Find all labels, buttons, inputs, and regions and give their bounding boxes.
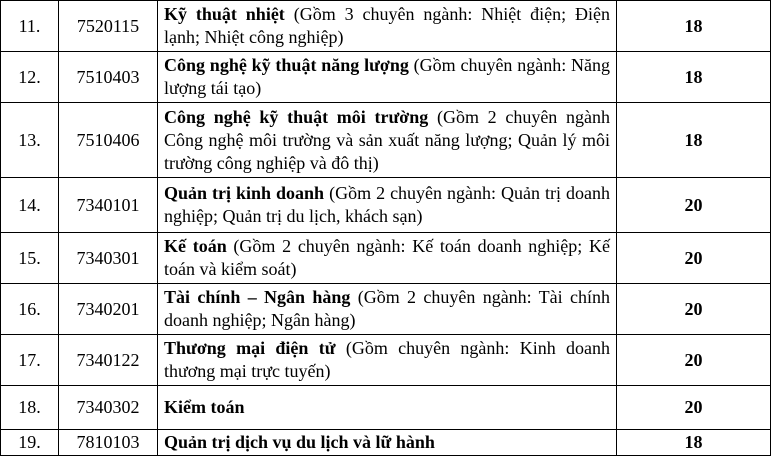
program-description [158, 1, 617, 52]
program-code: 7520115 [59, 1, 158, 52]
program-name: Kiểm toán [164, 397, 245, 417]
program-description [158, 178, 617, 233]
table-row [1, 178, 771, 233]
program-description [158, 284, 617, 335]
score-value: 20 [617, 178, 771, 233]
program-code: 7510403 [59, 52, 158, 103]
score-value: 20 [617, 233, 771, 284]
program-detail: (Gồm chuyên ngành: Năng lượng tái tạo) [164, 55, 611, 98]
program-detail: (Gồm chuyên ngành: Kinh doanh thương mại trực tuyến) [164, 338, 610, 381]
row-number: 17. [1, 335, 59, 386]
score-value: 20 [617, 386, 771, 430]
program-code: 7340122 [59, 335, 158, 386]
program-code: 7340201 [59, 284, 158, 335]
program-description [158, 103, 617, 178]
program-name: Quản trị dịch vụ du lịch và lữ hành [164, 432, 435, 452]
table-row [1, 335, 771, 386]
program-code: 7340301 [59, 233, 158, 284]
program-description [158, 335, 617, 386]
row-number: 11. [1, 1, 59, 52]
program-name: Kế toán [164, 236, 227, 256]
table-row [1, 52, 771, 103]
program-name: Tài chính – Ngân hàng [164, 287, 351, 307]
program-description [158, 233, 617, 284]
score-value: 18 [617, 1, 771, 52]
program-name: Thương mại điện tử [164, 338, 336, 358]
table-row [1, 284, 771, 335]
program-description [158, 52, 617, 103]
program-name: Công nghệ kỹ thuật năng lượng [164, 55, 409, 75]
score-value: 20 [617, 335, 771, 386]
row-number: 12. [1, 52, 59, 103]
table-row [1, 386, 771, 430]
row-number: 15. [1, 233, 59, 284]
score-value: 18 [617, 52, 771, 103]
row-number: 16. [1, 284, 59, 335]
program-code: 7810103 [59, 430, 158, 456]
score-value: 18 [617, 430, 771, 456]
program-name: Kỹ thuật nhiệt [164, 4, 285, 24]
table-row [1, 103, 771, 178]
program-detail: (Gồm 2 chuyên ngành: Kế toán doanh nghiệp; Kế toán và kiểm soát) [164, 236, 610, 279]
program-detail: (Gồm 2 chuyên ngành Công nghệ môi trường và sản xuất năng lượng; Quản lý môi trường công nghiệp và đô thị) [164, 106, 610, 173]
program-code: 7510406 [59, 103, 158, 178]
row-number: 13. [1, 103, 59, 178]
program-code: 7340302 [59, 386, 158, 430]
table-row [1, 233, 771, 284]
program-code: 7340101 [59, 178, 158, 233]
row-number: 19. [1, 430, 59, 456]
score-value: 18 [617, 103, 771, 178]
row-number: 18. [1, 386, 59, 430]
score-value: 20 [617, 284, 771, 335]
table-row [1, 1, 771, 52]
program-detail: (Gồm 3 chuyên ngành: Nhiệt điện; Điện lạnh; Nhiệt công nghiệp) [164, 4, 610, 47]
program-description [158, 386, 617, 430]
program-name: Quản trị kinh doanh [164, 183, 325, 203]
program-detail: (Gồm 2 chuyên ngành: Quản trị doanh nghiệp; Quản trị du lịch, khách sạn) [164, 183, 611, 226]
row-number: 14. [1, 178, 59, 233]
program-name: Công nghệ kỹ thuật môi trường [164, 106, 429, 127]
program-detail: (Gồm 2 chuyên ngành: Tài chính doanh nghiệp; Ngân hàng) [164, 287, 610, 330]
